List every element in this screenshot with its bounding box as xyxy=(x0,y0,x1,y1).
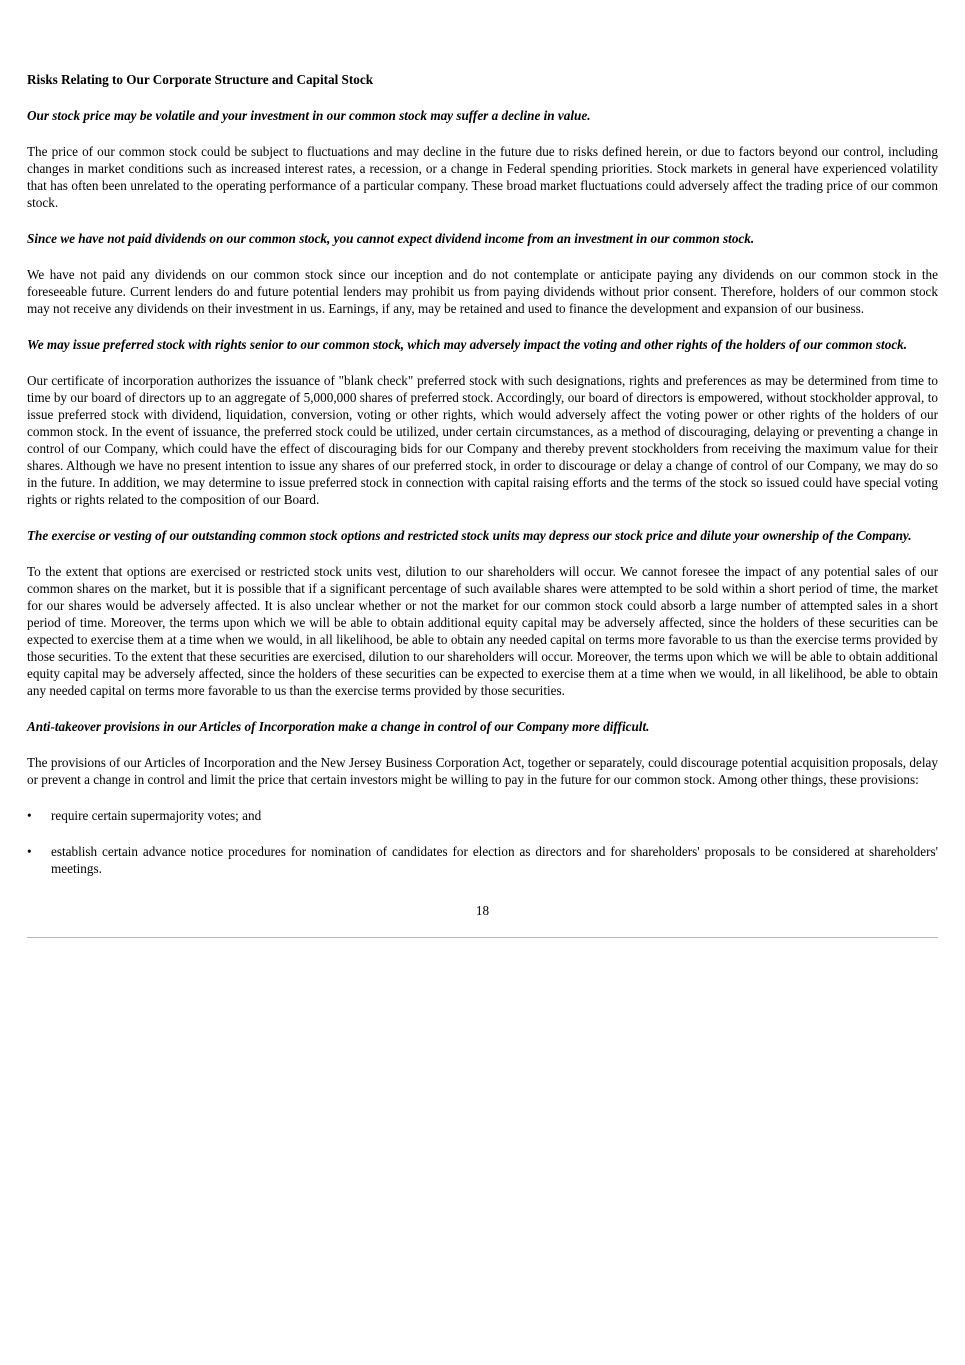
risk-heading-dilution: The exercise or vesting of our outstanding common stock options and restricted stock units may depress our stock price and dilute your ownership of the Company. xyxy=(27,528,912,543)
page-number: 18 xyxy=(475,903,490,918)
risk-heading-dividends: Since we have not paid dividends on our common stock, you cannot expect dividend income from an investment in our common stock. xyxy=(27,231,755,246)
paragraph-dilution: To the extent that options are exercised or restricted stock units vest, dilution to our shareholders will occur. We cannot foresee the impact of any potential sales of our common shares on the market, but it is possible that if a significant percentage of such available shares were attempted to be sold within a short period of time, the market for our shares would be adversely affected. It is also unclear whether or not the market for our common stock could absorb a large number of attempted sales in a short period of time. Moreover, the terms upon which we will be able to obtain additional equity capital may be adversely affected, since the holders of these securities can be expected to exercise them at a time when we would, in all likelihood, be able to obtain any needed capital on terms more favorable to us than the exercise terms provided by those securities. To the extent that these securities are exercised, dilution to our shareholders will occur. Moreover, the terms upon which we will be able to obtain additional equity capital may be adversely affected, since the holders of these securities can be expected to exercise them at a time when we would, in all likelihood, be able to obtain any needed capital on terms more favorable to us than the exercise terms provided by those securities. xyxy=(27,564,938,698)
risk-heading-anti-takeover: Anti-takeover provisions in our Articles of Incorporation make a change in control of our Company more difficult. xyxy=(27,719,650,734)
document-page xyxy=(27,71,938,938)
paragraph-anti-takeover: The provisions of our Articles of Incorporation and the New Jersey Business Corporation Act, together or separately, could discourage potential acquisition proposals, delay or prevent a change in control and limit the price that certain investors might be willing to pay in the future for our common stock. Among other things, these provisions: xyxy=(27,755,938,787)
bullet-text: require certain supermajority votes; and xyxy=(51,808,262,823)
section-title: Risks Relating to Our Corporate Structure and Capital Stock xyxy=(27,72,374,87)
bullet-text: establish certain advance notice procedures for nomination of candidates for election as directors and for shareholders' proposals to be considered at shareholders' meetings. xyxy=(51,844,938,876)
bullet-marker: • xyxy=(27,808,32,823)
paragraph-preferred-stock: Our certificate of incorporation authorizes the issuance of "blank check" preferred stock with such designations, rights and preferences as may be determined from time to time by our board of directors up to an aggregate of 5,000,000 shares of preferred stock. Accordingly, our board of directors is empowered, without stockholder approval, to issue preferred stock with dividend, liquidation, conversion, voting or other rights, which would adversely affect the voting power or other rights of the holders of our common stock. In the event of issuance, the preferred stock could be utilized, under certain circumstances, as a method of discouraging, delaying or preventing a change in control of our Company, which could have the effect of discouraging bids for our Company and thereby prevent stockholders from receiving the maximum value for their shares. Although we have no present intention to issue any shares of our preferred stock, in order to discourage or delay a change of control of our Company, we may do so in the future. In addition, we may determine to issue preferred stock in connection with capital raising efforts and the terms of the stock so issued could have special voting rights or rights related to the composition of our Board. xyxy=(27,373,938,507)
paragraph-dividends: We have not paid any dividends on our common stock since our inception and do not contemplate or anticipate paying any dividends on our common stock in the foreseeable future. Current lenders do and future potential lenders may prohibit us from paying dividends without prior consent. Therefore, holders of our common stock may not receive any dividends on their investment in us. Earnings, if any, may be retained and used to finance the development and expansion of our business. xyxy=(27,267,938,316)
bullet-marker: • xyxy=(27,844,32,859)
bullet-item xyxy=(27,807,938,824)
page-divider xyxy=(27,937,938,938)
risk-heading-stock-volatility: Our stock price may be volatile and your investment in our common stock may suffer a decline in value. xyxy=(27,108,591,123)
paragraph-stock-volatility: The price of our common stock could be subject to fluctuations and may decline in the future due to risks defined herein, or due to factors beyond our control, including changes in market conditions such as increased interest rates, a recession, or a change in Federal spending priorities. Stock markets in general have experienced volatility that has often been unrelated to the operating performance of a particular company. These broad market fluctuations could adversely affect the trading price of our common stock. xyxy=(27,144,938,210)
bullet-item xyxy=(27,843,938,877)
risk-heading-preferred-stock: We may issue preferred stock with rights senior to our common stock, which may adversely impact the voting and other rights of the holders of our common stock. xyxy=(27,337,908,352)
